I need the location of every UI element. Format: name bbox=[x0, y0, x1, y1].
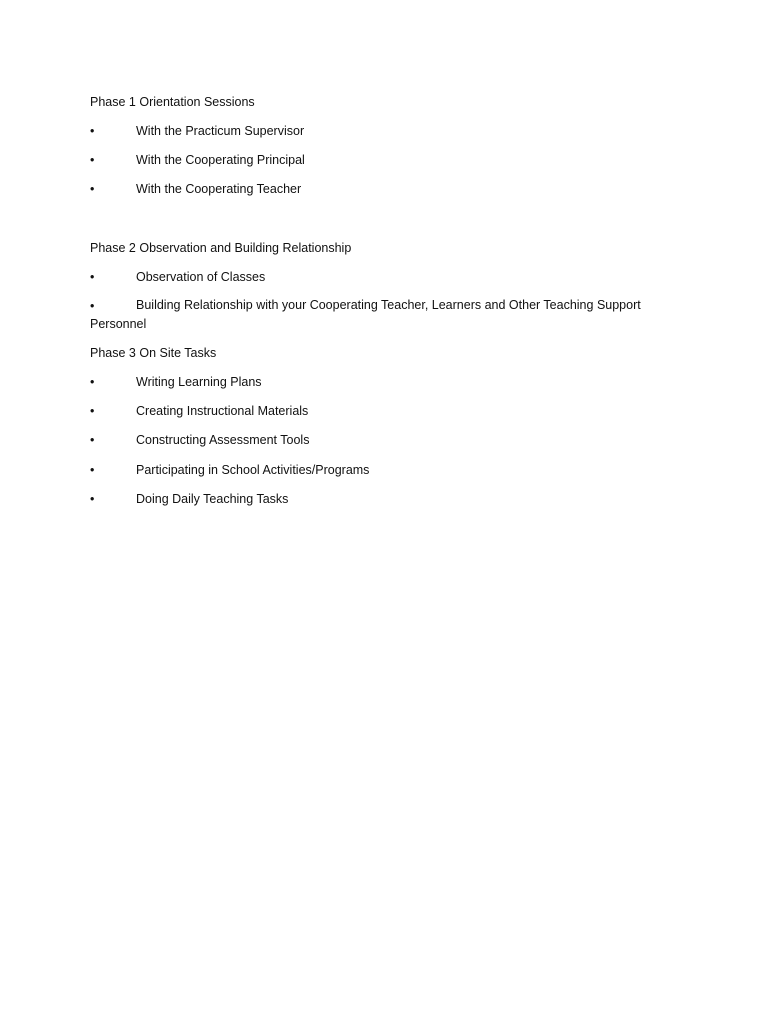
phase3-item: Participating in School Activities/Programs bbox=[136, 463, 370, 477]
phase1-item: With the Cooperating Teacher bbox=[136, 182, 302, 196]
phase3-item: Creating Instructional Materials bbox=[136, 404, 309, 418]
bullet-icon: • bbox=[90, 404, 95, 418]
phase2-heading: Phase 2 Observation and Building Relationship bbox=[90, 241, 352, 255]
bullet-icon: • bbox=[90, 375, 95, 389]
phase3-item: Writing Learning Plans bbox=[136, 375, 262, 389]
bullet-icon: • bbox=[90, 433, 95, 447]
bullet-icon: • bbox=[90, 182, 95, 196]
phase3-item: Doing Daily Teaching Tasks bbox=[136, 492, 289, 506]
phase1-heading: Phase 1 Orientation Sessions bbox=[90, 95, 255, 109]
phase2-item: Observation of Classes bbox=[136, 270, 266, 284]
bullet-icon: • bbox=[90, 299, 95, 313]
bullet-icon: • bbox=[90, 270, 95, 284]
phase1-item: With the Cooperating Principal bbox=[136, 153, 305, 167]
phase1-item: With the Practicum Supervisor bbox=[136, 124, 305, 138]
phase2-item-wrapped: Building Relationship with your Cooperating Teacher, Learners and Other Teaching Support Personnel bbox=[90, 298, 641, 331]
bullet-icon: • bbox=[90, 153, 95, 167]
phase3-item: Constructing Assessment Tools bbox=[136, 433, 310, 447]
phase3-heading: Phase 3 On Site Tasks bbox=[90, 346, 217, 360]
bullet-icon: • bbox=[90, 463, 95, 477]
bullet-icon: • bbox=[90, 492, 95, 506]
bullet-icon: • bbox=[90, 124, 95, 138]
